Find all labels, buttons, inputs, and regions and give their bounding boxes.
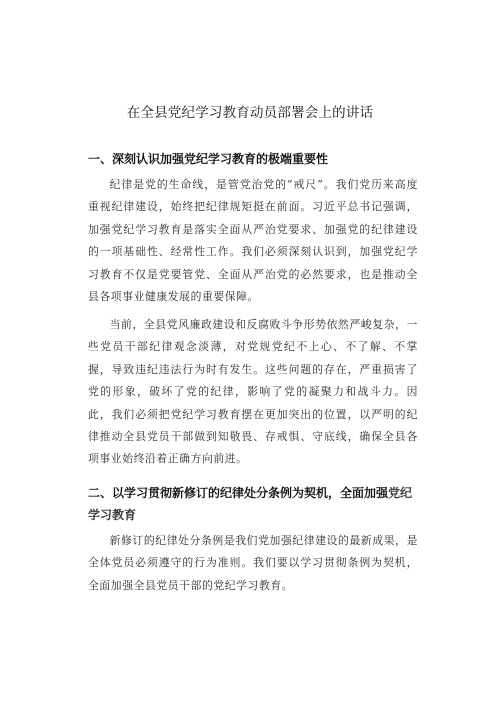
document-title: 在全县党纪学习教育动员部署会上的讲话 <box>126 105 374 121</box>
section-heading-2-tail: 党纪学习教育 <box>88 486 413 522</box>
section-1-paragraph-1: 纪律是党的生命线，是管党治党的“戒尺”。我们党历来高度重视纪律建设，始终把纪律规矩挺在前面。习近平总书记强调，加强党纪学习教育是落实全面从严治党要求、加强党的纪律建设的一项基础性、经常性工作。我们必须深刻认识到，加强党纪学习教育不仅是党要管党、全面从严治党的必然要求，也是推动全县各项事业健康发展的重要保障。 <box>88 178 418 304</box>
section-1-paragraph-2: 当前，全县党风廉政建设和反腐败斗争形势依然严峻复杂，一些党员干部纪律观念淡薄，对党规党纪不上心、不了解、不掌握，导致违纪违法行为时有发生。这些问题的存在，严重损害了党的形象，破坏了党的纪律，影响了党的凝聚力和战斗力。因此，我们必须把党纪学习教育摆在更加突出的位置，以严明的纪律推动全县党员干部做到知敬畏、存戒惧、守底线，确保全县各项事业始终沿着正确方向前进。 <box>88 318 418 466</box>
section-heading-2 <box>88 482 418 526</box>
section-2-paragraph-1: 新修订的纪律处分条例是我们党加强纪律建设的最新成果，是全体党员必须遵守的行为准则。我们要以学习贯彻条例为契机，全面加强全县党员干部的党纪学习教育。 <box>88 534 418 592</box>
section-heading-1-text: 一、深刻认识加强党纪学习教育的极端重要性 <box>88 152 329 166</box>
section-heading-1 <box>88 148 418 170</box>
section-heading-2-text: 二、以学习贯彻新修订的纪律处分条例为契机，全面加强 <box>88 486 389 500</box>
